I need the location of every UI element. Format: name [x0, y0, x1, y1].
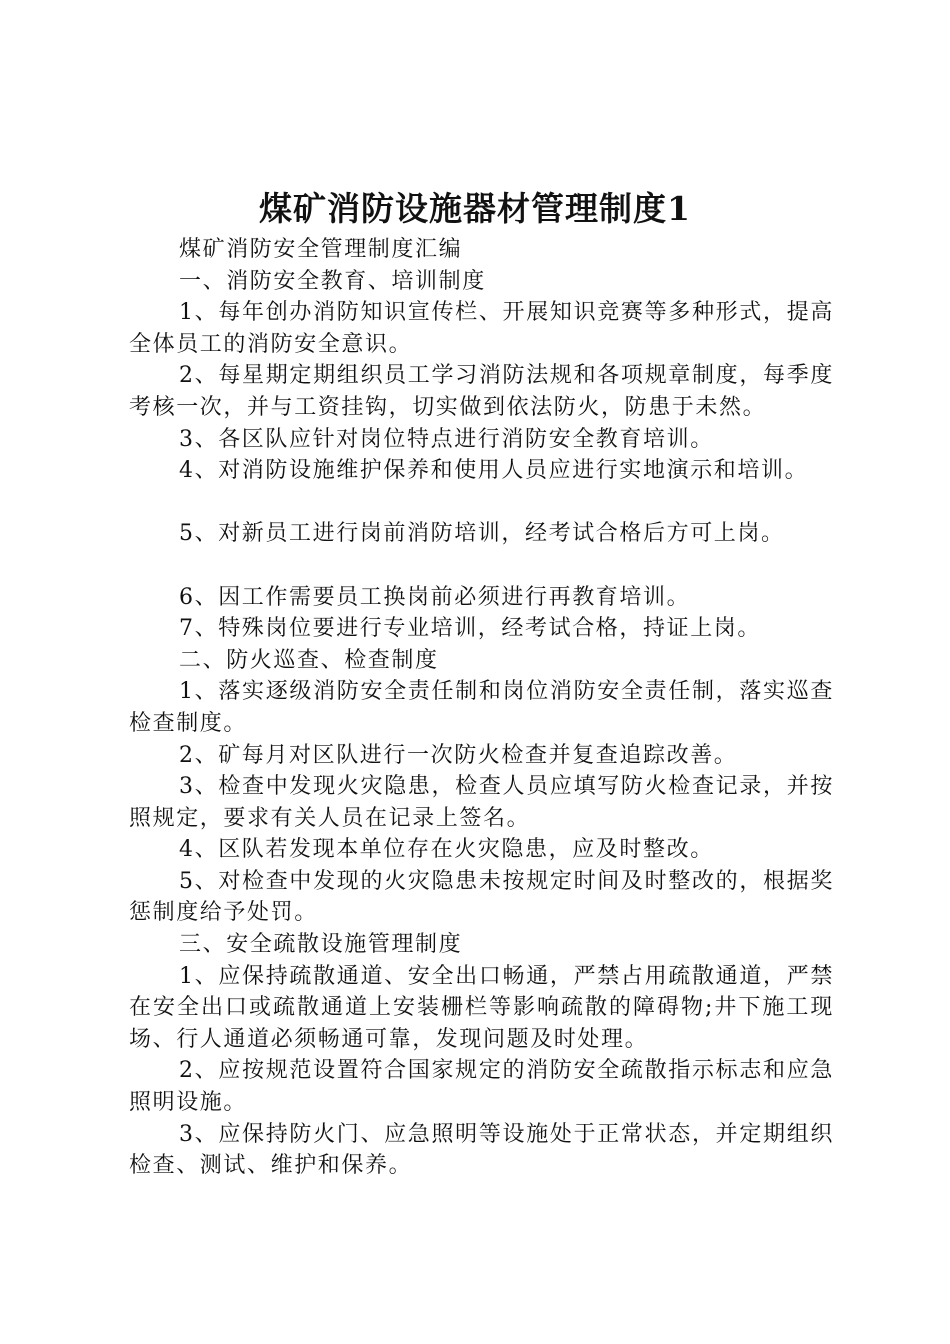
paragraph: 3、应保持防火门、应急照明等设施处于正常状态，并定期组织检查、测试、维护和保养。 [129, 1121, 834, 1179]
intro-line: 煤矿消防安全管理制度汇编 [179, 237, 463, 262]
blank-line [129, 487, 834, 519]
paragraph: 2、每星期定期组织员工学习消防法规和各项规章制度，每季度考核一次，并与工资挂钩，切实做到依法防火，防患于未然。 [129, 363, 834, 420]
paragraph: 5、对新员工进行岗前消防培训，经考试合格后方可上岗。 [179, 521, 785, 547]
section-heading: 一、消防安全教育、培训制度 [179, 268, 486, 294]
paragraph: 5、对检查中发现的火灾隐患未按规定时间及时整改的，根据奖惩制度给予处罚。 [129, 868, 834, 926]
paragraph: 6、因工作需要员工换岗前必须进行再教育培训。 [179, 584, 691, 610]
paragraph: 7、特殊岗位要进行专业培训，经考试合格，持证上岗。 [179, 616, 761, 642]
paragraph: 1、落实逐级消防安全责任制和岗位消防安全责任制，落实巡查检查制度。 [129, 679, 834, 736]
paragraph: 2、应按规范设置符合国家规定的消防安全疏散指示标志和应急照明设施。 [129, 1058, 834, 1116]
document-body [129, 234, 834, 1182]
paragraph: 4、对消防设施维护保养和使用人员应进行实地演示和培训。 [179, 458, 809, 484]
blank-line [129, 550, 834, 582]
paragraph: 1、每年创办消防知识宣传栏、开展知识竞赛等多种形式，提高全体员工的消防安全意识。 [129, 300, 834, 357]
document-title: 煤矿消防设施器材管理制度1 [259, 189, 691, 228]
paragraph: 3、各区队应针对岗位特点进行消防安全教育培训。 [179, 426, 714, 452]
paragraph: 2、矿每月对区队进行一次防火检查并复查追踪改善。 [179, 742, 738, 768]
section-heading: 二、防火巡查、检查制度 [179, 647, 439, 673]
paragraph: 3、检查中发现火灾隐患，检查人员应填写防火检查记录，并按照规定，要求有关人员在记录上签名。 [129, 774, 834, 831]
section-heading: 三、安全疏散设施管理制度 [179, 932, 463, 958]
paragraph: 4、区队若发现本单位存在火灾隐患，应及时整改。 [179, 837, 714, 863]
paragraph: 1、应保持疏散通道、安全出口畅通，严禁占用疏散通道，严禁在安全出口或疏散通道上安装栅栏等影响疏散的障碍物;井下施工现场、行人通道必须畅通可靠，发现问题及时处理。 [129, 963, 834, 1052]
